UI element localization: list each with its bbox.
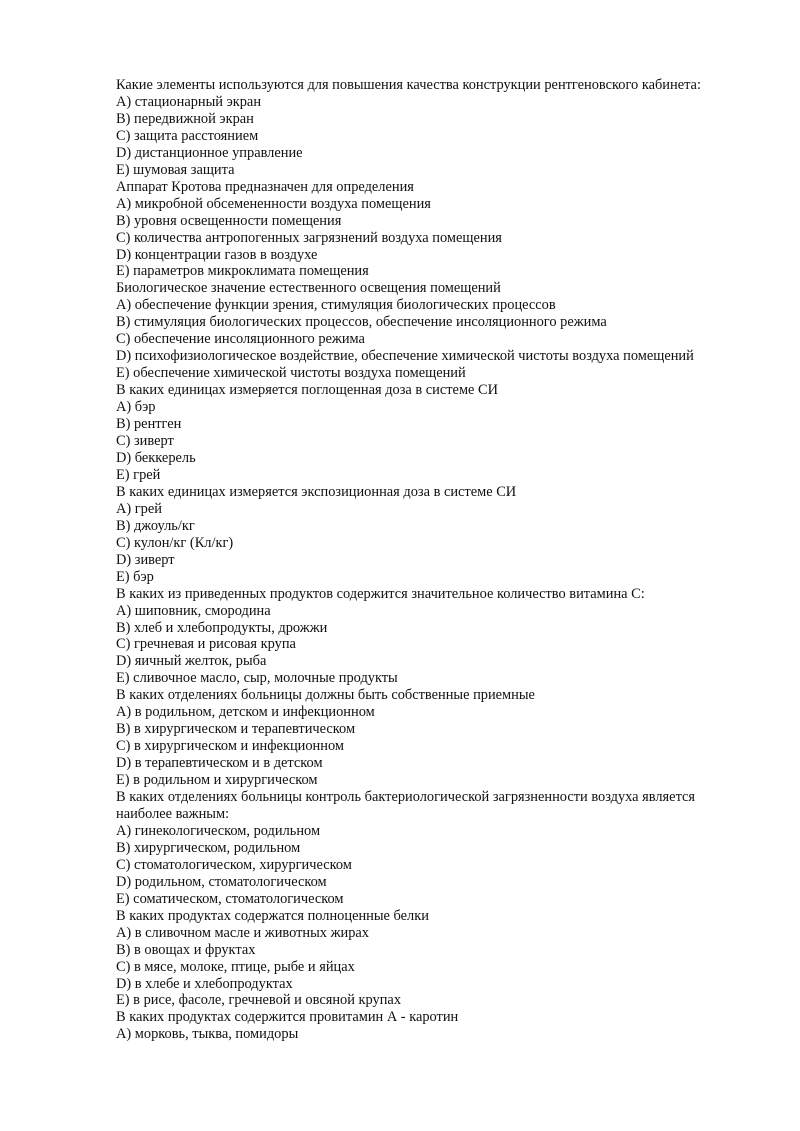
answer-option: E) в рисе, фасоле, гречневой и овсяной крупах — [116, 992, 402, 1009]
answer-option: C) обеспечение инсоляционного режима — [116, 331, 365, 348]
answer-option: C) стоматологическом, хирургическом — [116, 856, 352, 873]
answer-option: A) обеспечение функции зрения, стимуляция биологических процессов — [116, 297, 556, 314]
question-9 — [116, 908, 736, 1010]
question-4 — [116, 382, 736, 484]
answer-option: A) микробной обсемененности воздуха помещения — [116, 195, 431, 212]
question-7 — [116, 687, 736, 789]
answer-option: C) в хирургическом и инфекционном — [116, 738, 344, 755]
answer-option: E) бэр — [116, 568, 154, 585]
question-text: В каких продуктах содержится провитамин А - каротин — [116, 1009, 459, 1026]
answer-option: E) соматическом, стоматологическом — [116, 890, 344, 907]
answer-option: A) стационарный экран — [116, 93, 262, 110]
answer-option: B) джоуль/кг — [116, 517, 195, 534]
answer-option: C) зиверт — [116, 433, 174, 450]
answer-option: B) в хирургическом и терапевтическом — [116, 721, 356, 738]
answer-option: B) хирургическом, родильном — [116, 839, 301, 856]
answer-option: B) в овощах и фруктах — [116, 941, 256, 958]
answer-option: B) стимуляция биологических процессов, обеспечение инсоляционного режима — [116, 314, 607, 331]
answer-option: E) параметров микроклимата помещения — [116, 263, 369, 280]
answer-option: C) в мясе, молоке, птице, рыбе и яйцах — [116, 958, 355, 975]
question-2 — [116, 179, 736, 281]
answer-option: E) шумовая защита — [116, 161, 235, 178]
answer-option: C) кулон/кг (Кл/кг) — [116, 534, 234, 551]
answer-option: D) в хлебе и хлебопродуктах — [116, 975, 293, 992]
answer-option: C) гречневая и рисовая крупа — [116, 636, 296, 653]
question-3 — [116, 280, 736, 382]
answer-option: C) защита расстоянием — [116, 127, 259, 144]
question-8 — [116, 789, 736, 908]
answer-option: A) в сливочном масле и животных жирах — [116, 924, 369, 941]
question-text: Аппарат Кротова предназначен для определения — [116, 178, 414, 195]
answer-option: D) зиверт — [116, 551, 175, 568]
answer-option: A) в родильном, детском и инфекционном — [116, 704, 375, 721]
answer-option: D) дистанционное управление — [116, 144, 303, 161]
answer-option: D) яичный желток, рыба — [116, 653, 267, 670]
answer-option: D) беккерель — [116, 449, 196, 466]
answer-option: A) бэр — [116, 399, 156, 416]
answer-option: D) в терапевтическом и в детском — [116, 755, 323, 772]
answer-option: A) гинекологическом, родильном — [116, 822, 321, 839]
question-6 — [116, 586, 736, 688]
answer-option: B) передвижной экран — [116, 110, 254, 127]
question-10 — [116, 1009, 736, 1043]
question-text: В каких отделениях больницы должны быть собственные приемные — [116, 687, 535, 704]
answer-option: A) морковь, тыква, помидоры — [116, 1026, 299, 1043]
question-text: Биологическое значение естественного освещения помещений — [116, 280, 501, 297]
answer-option: E) сливочное масло, сыр, молочные продукты — [116, 670, 398, 687]
answer-option: B) рентген — [116, 416, 182, 433]
answer-option: D) родильном, стоматологическом — [116, 873, 327, 890]
question-text: Какие элементы используются для повышения качества конструкции рентгеновского кабинета: — [116, 77, 701, 93]
answer-option: B) хлеб и хлебопродукты, дрожжи — [116, 619, 328, 636]
question-text: В каких единицах измеряется экспозиционная доза в системе СИ — [116, 483, 517, 500]
question-text: В каких отделениях больницы контроль бактериологической загрязненности воздуха является наиболее важным: — [116, 789, 696, 822]
answer-option: D) психофизиологическое воздействие, обеспечение химической чистоты воздуха помещений — [116, 348, 694, 365]
answer-option: A) грей — [116, 500, 162, 517]
question-text: В каких единицах измеряется поглощенная доза в системе СИ — [116, 382, 499, 399]
question-text: В каких продуктах содержатся полноценные белки — [116, 907, 429, 924]
answer-option: C) количества антропогенных загрязнений воздуха помещения — [116, 229, 502, 246]
answer-option: E) грей — [116, 466, 161, 483]
question-list — [116, 77, 736, 1043]
answer-option: B) уровня освещенности помещения — [116, 212, 342, 229]
question-5 — [116, 484, 736, 586]
answer-option: D) концентрации газов в воздухе — [116, 246, 318, 263]
answer-option: E) обеспечение химической чистоты воздуха помещений — [116, 365, 466, 382]
question-text: В каких из приведенных продуктов содержится значительное количество витамина С: — [116, 585, 645, 602]
answer-option: E) в родильном и хирургическом — [116, 772, 318, 789]
answer-option: A) шиповник, смородина — [116, 602, 271, 619]
question-1 — [116, 77, 736, 179]
